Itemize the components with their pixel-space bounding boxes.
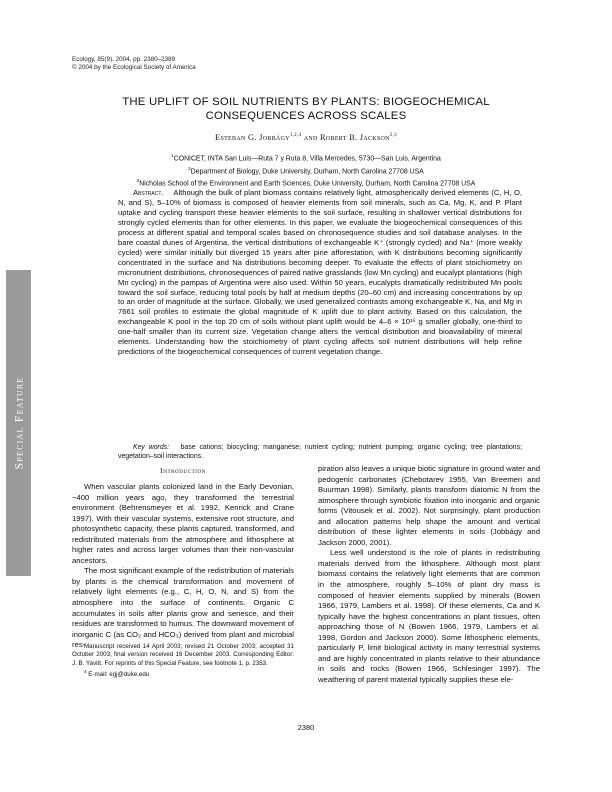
abstract	[118, 188, 522, 357]
journal-copyright: © 2004 by the Ecological Society of America	[72, 63, 196, 71]
article-title-line-2: CONSEQUENCES ACROSS SCALES	[205, 110, 407, 122]
keywords-label: Key words:	[133, 444, 170, 451]
left-column	[72, 466, 294, 651]
footnote-email: $^4$ E-mail: egj@duke.edu	[84, 668, 150, 678]
affiliation-2: $^2$Department of Biology, Duke University, Durham, North Carolina 27708 USA	[188, 165, 424, 175]
author-1-name: Esteban G. Jobbágy	[215, 133, 290, 142]
affiliation-3: $^3$Nicholas School of the Environment and Earth Sciences, Duke University, Durham, North Carolina 27708 USA	[136, 178, 476, 188]
abstract-text: Although the bulk of plant biomass contains relatively light, atmospherically derived elements (C, H, O, N, and S), 5–10% of biomass is composed of heavier elements from soil minerals, such as Ca, Mg, K, and P. Plant uptake and cycling transport these heavier elements to the soil surface, resulting in shallower vertical distributions for strongly cycled elements than for other elements. In this paper, we evaluate the biogeochemical consequences of this process at different spatial and temporal scales based on chronosequence studies and soil database analyses. In the bare coastal dunes of Argentina, the vertical distributions of exchangeable K⁺ (strongly cycled) and Na⁺ (more weakly cycled) were similar initially but diverged 15 years after pine afforestation, with K distributions becoming significantly concentrated in the surface and Na distributions becoming deeper. To evaluate the effects of plant stoichiometry on micronutrient distributions, chronosequences of paired native grasslands (low Mn cycling) and eucalypt plantations (high Mn cycling) in the pampas of Argentina were also used. Within 50 years, eucalypts dramatically redistributed Mn pools toward the soil surface, reducing total pools by half at medium depths (20–60 cm) and increasing concentrations by up to an order of magnitude at the surface. Globally, we used generalized contrasts among exchangeable K, Na, and Mg in 7661 soil profiles to estimate the global magnitude of K uplift due to plant activity. Based on this calculation, the exchangeable K pool in the top 20 cm of soils without plant uplift would be 4–6 × 10¹⁵ g smaller globally, one-third to one-half smaller than its current size. Vegetation change alters the vertical distribution and bioavailability of mineral elements. Understanding how the stoichiometry of plant cycling affects soil nutrient distributions will help refine predictions of the biogeochemical consequences of current vegetation change.	[118, 188, 522, 357]
section-heading-introduction: Introduction	[160, 466, 206, 475]
author-line	[72, 133, 540, 142]
journal-citation-block	[72, 56, 196, 71]
abstract-label: Abstract.	[133, 188, 164, 197]
author-conjunction: and	[301, 133, 320, 142]
author-2-affiliation-marks: 2,3	[389, 133, 397, 139]
special-feature-label: Special Feature	[11, 376, 25, 470]
page-number: 2380	[297, 723, 315, 732]
keywords-text: base cations; biocycling; manganese; nutrient cycling; nutrient pumping; organic cycling; tree plantations; vegetation–soil interactions.	[118, 444, 522, 461]
author-2-name: Robert B. Jackson	[320, 133, 390, 142]
right-column	[318, 464, 540, 685]
intro-paragraph-3: piration also leaves a unique biotic signature in ground water and pedogenic carbonates (Chebotarev 1955, Van Breemen and Buurman 1998). Similarly, plants transform diatomic N from the atmosphere through symbiotic fixation into inorganic and organic forms (Vitousek et al. 2002). Not surprisingly, plant production and allocation patterns help shape the amount and vertical distribution of these lighter elements in soils (Jobbágy and Jackson 2000, 2001).	[318, 464, 540, 547]
author-1-affiliation-marks: 1,2,4	[289, 133, 302, 139]
affiliation-1: $^1$CONICET, INTA San Luis—Ruta 7 y Ruta 8, Villa Mercedes, 5730—San Luis, Argentina	[171, 153, 441, 163]
article-title	[72, 95, 540, 123]
keywords	[118, 443, 522, 461]
footnote-manuscript-info: Manuscript received 14 April 2003; revised 21 October 2003; accepted 31 October 2003; final version received 16 December 2003. Corresponding Editor: J. B. Yavitt. For reprints of this Special Feature, see footnote 1, p. 2353.	[72, 643, 294, 667]
affiliations	[72, 151, 540, 189]
article-title-line-1: THE UPLIFT OF SOIL NUTRIENTS BY PLANTS: BIOGEOCHEMICAL	[122, 96, 490, 108]
special-feature-sidebar-tab	[6, 270, 31, 576]
intro-paragraph-2: The most significant example of the redistribution of materials by plants is the chemical transformation and movement of relatively light elements (e.g., C, H, O, N, and S) from the atmosphere into the surface of continents. Organic C accumulates in soils after plants grow and senesce, and their residues are transformed to humus. The downward movement of inorganic C (as CO₂ and HCO₃) derived from plant and microbial res-	[72, 566, 294, 650]
footnote	[72, 643, 294, 679]
intro-paragraph-4: Less well understood is the role of plants in redistributing materials derived from the lithosphere. Although most plant biomass contains the relatively light elements that are common in the atmosphere, roughly 5–10% of plant dry mass is composed of heavier elements supplied by minerals (Bowen 1966, 1979, Lambers et al. 1998). Of these elements, Ca and K typically have the highest concentrations in plant tissues, often approaching those of N (Bowen 1966, 1979, Lambers et al. 1998, Gordon and Jackson 2000). Some lithospheric elements, particularly P, limit biological activity in many terrestrial systems and are highly concentrated in plants relative to their abundance in soils and rocks (Bowen 1966, Schlesinger 1997). The weathering of parent material typically supplies these ele-	[318, 548, 540, 684]
intro-paragraph-1: When vascular plants colonized land in the Early Devonian, ~400 million years ago, they transformed the terrestrial environment (Behrensmeyer et al. 1992, Kenrick and Crane 1997). With their vascular systems, extensive root structure, and photosynthetic capacity, these plants captured, transformed, and redistributed materials from the atmosphere and lithosphere at higher rates and across larger volumes than their non-vascular ancestors.	[72, 482, 294, 565]
journal-citation: Ecology, 85(9), 2004, pp. 2380–2389	[72, 56, 176, 63]
